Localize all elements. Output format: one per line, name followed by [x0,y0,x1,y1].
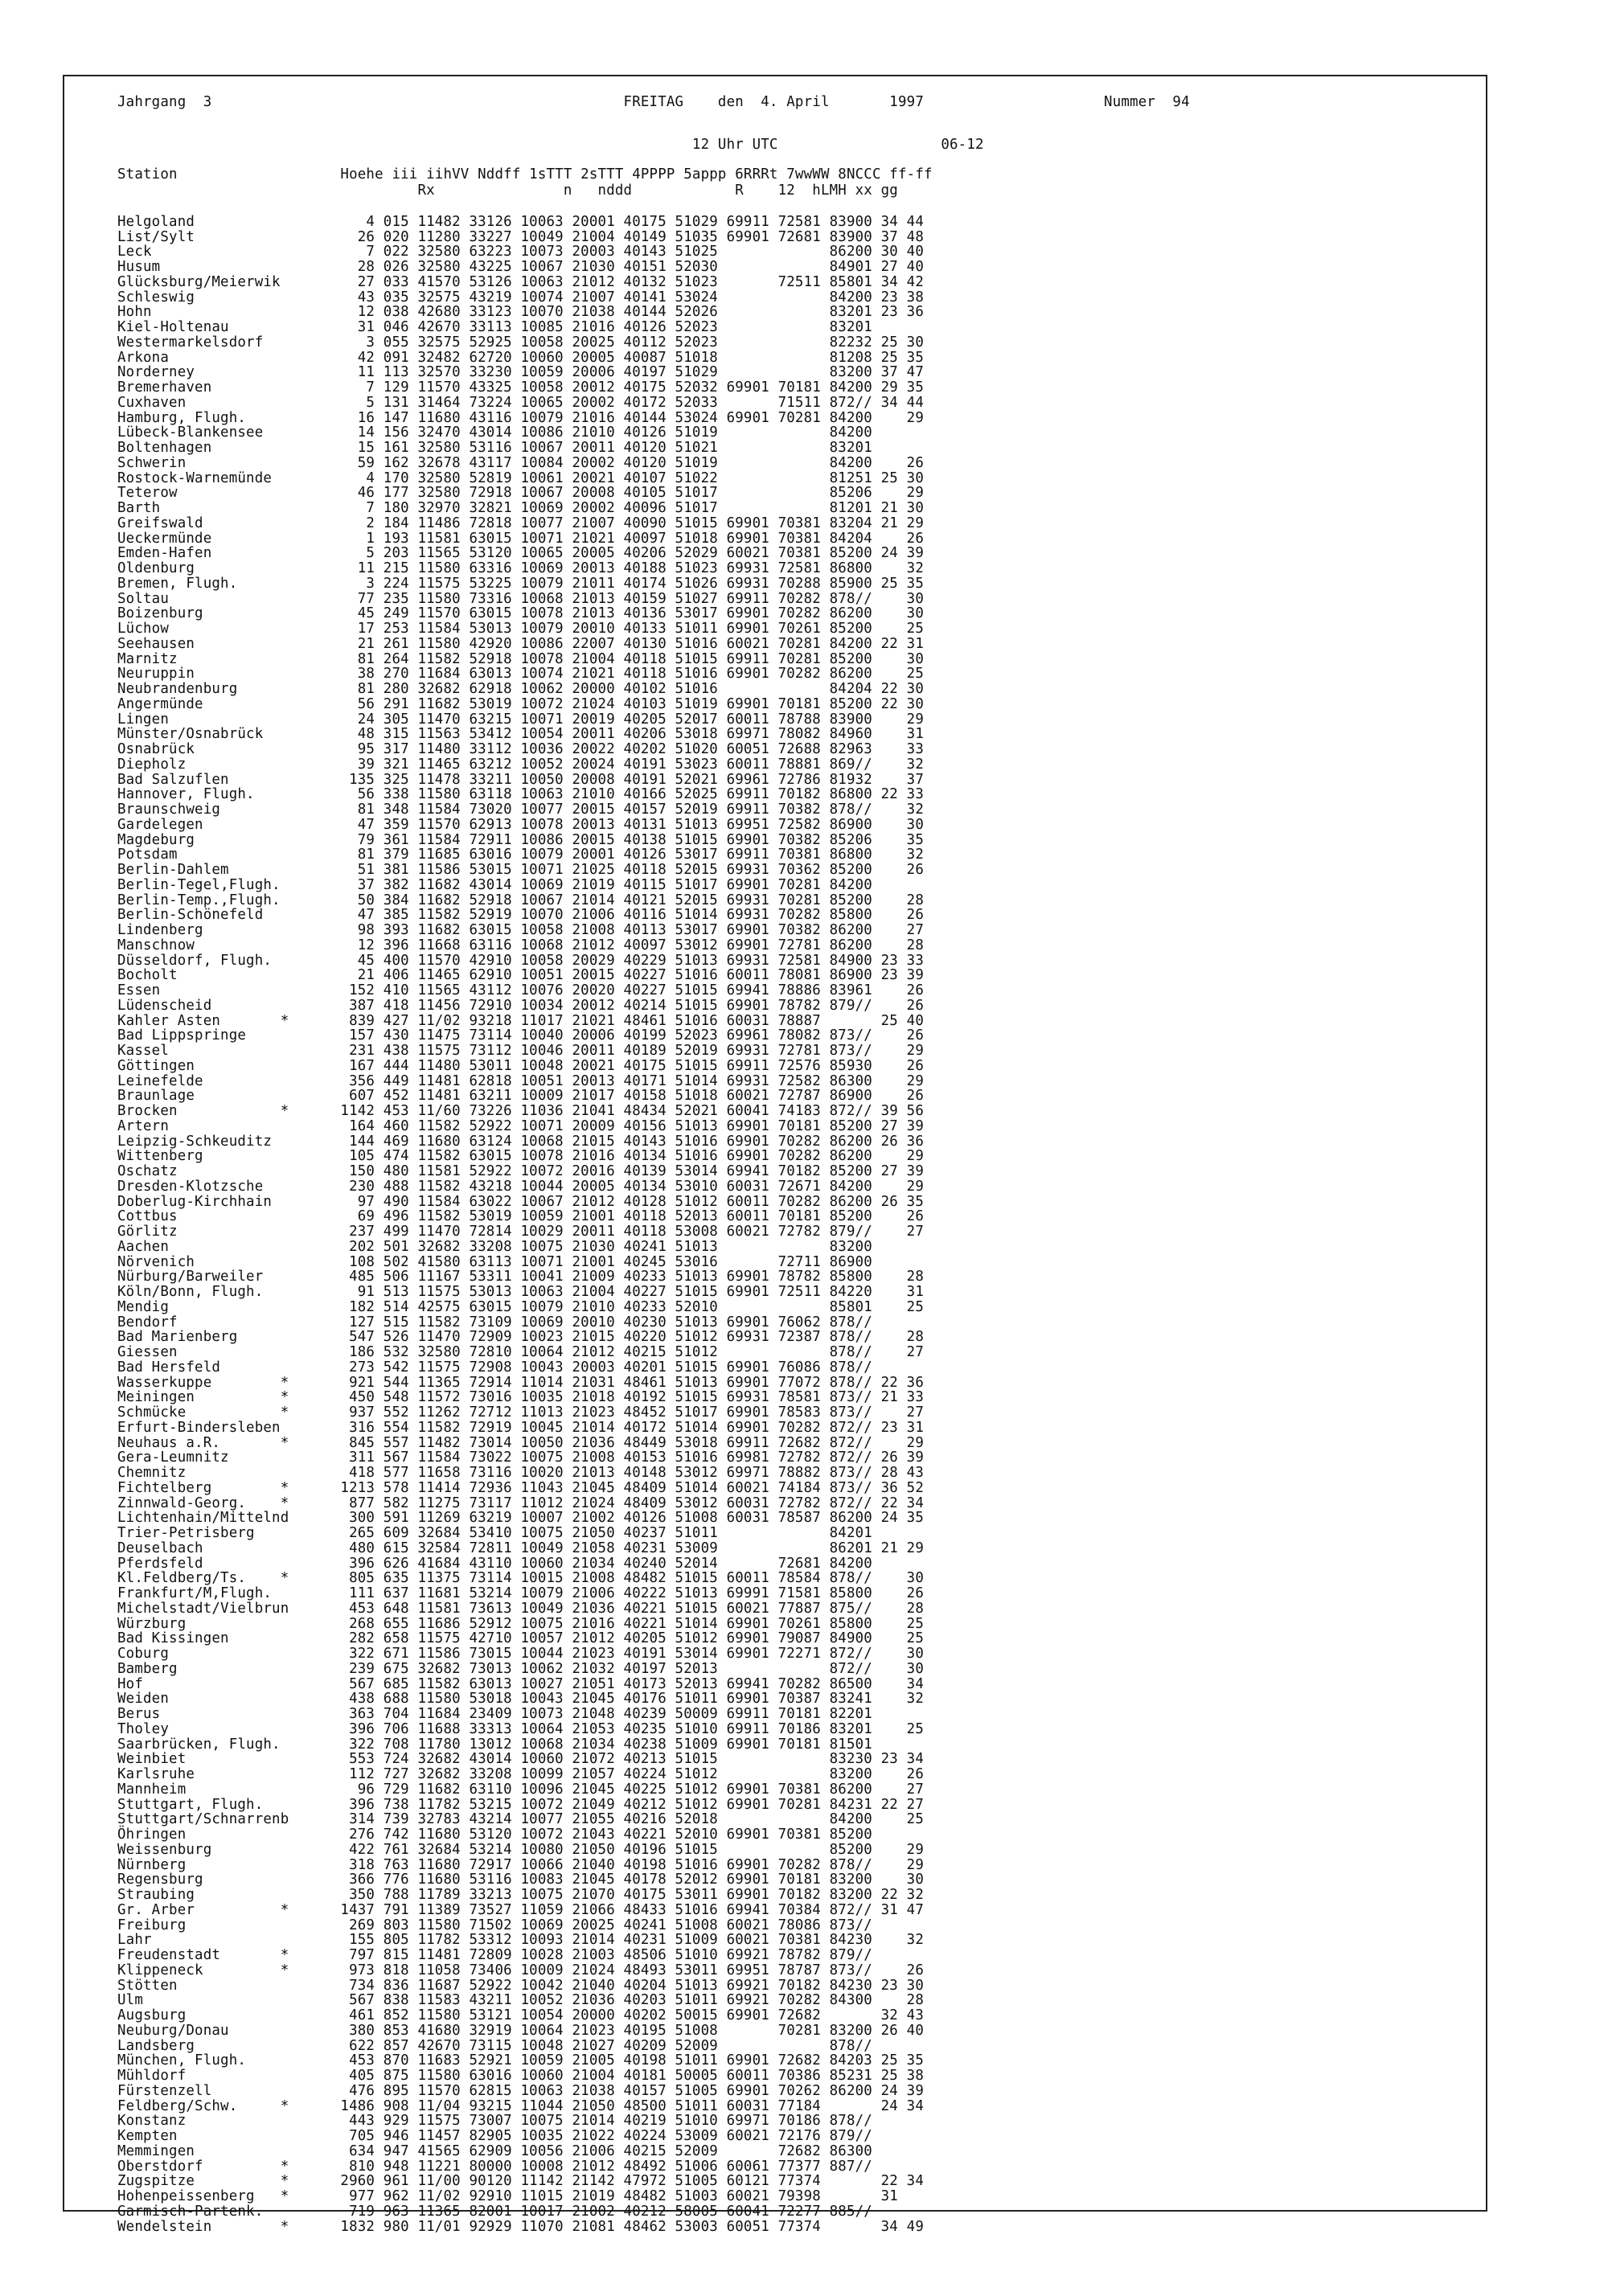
station-row: Oldenburg 11 215 11580 63316 10069 20013 40188 51023 69931 72581 86800 32 [117,560,924,577]
station-row: Wittenberg 105 474 11582 63015 10078 21016 40134 51016 69901 70282 86200 29 [117,1148,924,1165]
station-row: Greifswald 2 184 11486 72818 10077 21007 40090 51015 69901 70381 83204 21 29 [117,515,924,531]
station-row: Neuruppin 38 270 11684 63013 10074 21021 40118 51016 69901 70282 86200 25 [117,666,924,683]
station-row: Frankfurt/M,Flugh. 111 637 11681 53214 10079 21006 40222 51013 69991 71581 85800 26 [117,1585,924,1602]
station-row: Öhringen 276 742 11680 53120 10072 21043 40221 52010 69901 70381 85200 [117,1827,872,1843]
station-row: Chemnitz 418 577 11658 73116 10020 21013 40148 53012 69971 78882 873// 28 43 [117,1465,924,1482]
station-row: Lüchow 17 253 11584 53013 10079 20010 40133 51011 69901 70261 85200 25 [117,621,924,638]
station-row: Nürnberg 318 763 11680 72917 10066 21040 40198 51016 69901 70282 878// 29 [117,1856,924,1873]
station-row: Leinefelde 356 449 11481 62818 10051 20013 40171 51014 69931 72582 86300 29 [117,1072,924,1089]
station-row: Meiningen * 450 548 11572 73016 10035 21018 40192 51015 69931 78581 873// 21 33 [117,1389,924,1406]
station-row: Manschnow 12 396 11668 63116 10068 21012 40097 53012 69901 72781 86200 28 [117,937,924,953]
station-row: Bremen, Flugh. 3 224 11575 53225 10079 21011 40174 51026 69931 70288 85900 25 35 [117,575,924,592]
header-line: 12 Uhr UTC 06-12 [117,137,984,153]
station-row: Kiel-Holtenau 31 046 42670 33113 10085 21016 40126 52023 83201 [117,319,872,336]
station-row: Essen 152 410 11565 43112 10076 20020 40227 51015 69941 78886 83961 26 [117,982,924,999]
station-row: Zugspitze * 2960 961 11/00 90120 11142 21142 47972 51005 60121 77374 22 34 [117,2173,924,2190]
station-row: Angermünde 56 291 11682 53019 10072 21024 40103 51019 69901 70181 85200 22 30 [117,695,924,712]
station-row: Stuttgart, Flugh. 396 738 11782 53215 10072 21049 40212 51012 69901 70281 84231 22 27 [117,1796,924,1813]
station-row: Bocholt 21 406 11465 62910 10051 20015 40227 51016 60011 78081 86900 23 39 [117,967,924,984]
station-row: Freiburg 269 803 11580 71502 10069 20025 40241 51008 60021 78086 873// [117,1917,872,1933]
station-row: Doberlug-Kirchhain 97 490 11584 63022 10067 21012 40128 51012 60011 70282 86200 26 35 [117,1193,924,1210]
station-row: Lüdenscheid 387 418 11456 72910 10034 20012 40214 51015 69901 78782 879// 26 [117,997,924,1014]
station-row: Ueckermünde 1 193 11581 63015 10071 21021 40097 51018 69901 70381 84204 26 [117,530,924,547]
station-row: Hohenpeissenberg * 977 962 11/02 92910 11015 21019 48482 51003 60021 79398 31 [117,2188,898,2205]
station-row: Boizenburg 45 249 11570 63015 10078 21013 40136 53017 69901 70282 86200 30 [117,605,924,622]
header-line: Rx n nddd R 12 hLMH xx gg [117,182,898,199]
station-row: Fürstenzell 476 895 11570 62815 10063 21038 40157 51005 69901 70262 86200 24 39 [117,2082,924,2099]
station-row: Gr. Arber * 1437 791 11389 73527 11059 21066 48433 51016 69941 70384 872// 31 47 [117,1901,924,1918]
station-row: Kempten 705 946 11457 82905 10035 21022 40224 53009 60021 72176 879// [117,2128,872,2145]
station-row: Tholey 396 706 11688 33313 10064 21053 40235 51010 69911 70186 83201 25 [117,1720,924,1737]
station-row: Görlitz 237 499 11470 72814 10029 20011 40118 53008 60021 72782 879// 27 [117,1224,924,1240]
station-row: München, Flugh. 453 870 11683 52921 10059 21005 40198 51011 69901 72682 84203 25 35 [117,2052,924,2069]
station-row: Neuhaus a.R. * 845 557 11482 73014 10050 21036 48449 53018 69911 72682 872// 29 [117,1434,924,1451]
station-row: Ulm 567 838 11583 43211 10052 21036 40203 51011 69921 70282 84300 28 [117,1992,924,2009]
station-row: Husum 28 026 32580 43225 10067 21030 40151 52030 84901 27 40 [117,259,924,276]
station-row: Gardelegen 47 359 11570 62913 10078 20013 40131 51013 69951 72582 86900 30 [117,816,924,833]
station-row: Cottbus 69 496 11582 53019 10059 21001 40118 52013 60011 70181 85200 26 [117,1208,924,1225]
station-row: Düsseldorf, Flugh. 45 400 11570 42910 10058 20029 40229 51013 69931 72581 84900 23 33 [117,952,924,969]
station-row: Glücksburg/Meierwik 27 033 41570 53126 10063 21012 40132 51023 72511 85801 34 42 [117,273,924,290]
station-row: Soltau 77 235 11580 73316 10068 21013 40159 51027 69911 70282 878// 30 [117,590,924,607]
station-row: Kahler Asten * 839 427 11/02 93218 11017 21021 48461 51016 60031 78887 25 40 [117,1012,924,1029]
station-row: Stötten 734 836 11687 52922 10042 21040 40204 51013 69921 70182 84230 23 30 [117,1977,924,1994]
station-row: Rostock-Warnemünde 4 170 32580 52819 10061 20021 40107 51022 81251 25 30 [117,469,924,486]
station-row: Barth 7 180 32970 32821 10069 20002 40096 51017 81201 21 30 [117,500,924,517]
station-row: Neuburg/Donau 380 853 41680 32919 10064 21023 40195 51008 70281 83200 26 40 [117,2022,924,2039]
station-row: Lingen 24 305 11470 63215 10071 20019 40205 52017 60011 78788 83900 29 [117,711,924,728]
station-row: Konstanz 443 929 11575 73007 10075 21014 40219 51010 69971 70186 878// [117,2113,872,2130]
station-row: Hannover, Flugh. 56 338 11580 63118 10063 21010 40166 52025 69911 70182 86800 22 33 [117,786,924,803]
station-row: Bad Salzuflen 135 325 11478 33211 10050 20008 40191 52021 69961 72786 81932 37 [117,771,924,788]
station-row: Bad Hersfeld 273 542 11575 72908 10043 20003 40201 51015 69901 76086 878// [117,1359,872,1376]
station-row: Schleswig 43 035 32575 43219 10074 21007 40141 53024 84200 23 38 [117,289,924,305]
station-row: Cuxhaven 5 131 31464 73224 10065 20002 40172 52033 71511 872// 34 44 [117,394,924,411]
station-row: Garmisch-Partenk. 719 963 11365 82001 10017 21002 40212 58005 60041 72277 885// [117,2203,872,2220]
station-row: Bad Kissingen 282 658 11575 42710 10057 21012 40205 51012 69901 79087 84900 25 [117,1630,924,1647]
station-row: Lahr 155 805 11782 53312 10093 21014 40231 51009 60021 70381 84230 32 [117,1932,924,1949]
station-row: Giessen 186 532 32580 72810 10064 21012 40215 51012 878// 27 [117,1344,924,1361]
station-row: Hamburg, Flugh. 16 147 11680 43116 10079 21016 40144 53024 69901 70281 84200 29 [117,409,924,426]
station-row: Michelstadt/Vielbrun 453 648 11581 73613 10049 21036 40221 51015 60021 77887 875// 28 [117,1600,924,1617]
station-row: Fichtelberg * 1213 578 11414 72936 11043 21045 48409 51014 60021 74184 873// 36 52 [117,1479,924,1496]
station-row: Emden-Hafen 5 203 11565 53120 10065 20005 40206 52029 60021 70381 85200 24 39 [117,545,924,562]
station-row: Berus 363 704 11684 23409 10073 21048 40239 50009 69911 70181 82201 [117,1706,872,1723]
station-row: Mannheim 96 729 11682 63110 10096 21045 40225 51012 69901 70381 86200 27 [117,1781,924,1798]
station-row: Oschatz 150 480 11581 52922 10072 20016 40139 53014 69941 70182 85200 27 39 [117,1163,924,1180]
station-row: Schmücke * 937 552 11262 72712 11013 21023 48452 51017 69901 78583 873// 27 [117,1404,924,1421]
station-row: Kl.Feldberg/Ts. * 805 635 11375 73114 10015 21008 48482 51015 60011 78584 878// 30 [117,1570,924,1587]
station-row: Dresden-Klotzsche 230 488 11582 43218 10044 20005 40134 53010 60031 72671 84200 29 [117,1178,924,1195]
station-row: Hohn 12 038 42680 33123 10070 21038 40144 52026 83201 23 36 [117,304,924,321]
station-row: Osnabrück 95 317 11480 33112 10036 20022 40202 51020 60051 72688 82963 33 [117,741,924,758]
station-row: Berlin-Tegel,Flugh. 37 382 11682 43014 10069 21019 40115 51017 69901 70281 84200 [117,876,872,893]
header-line: Station Hoehe iii iihVV Nddff 1sTTT 2sTTT 4PPPP 5appp 6RRRt 7wwWW 8NCCC ff-ff [117,166,933,182]
station-row: Boltenhagen 15 161 32580 53116 10067 20011 40120 51021 83201 [117,440,872,457]
station-row: Landsberg 622 857 42670 73115 10048 21027 40209 52009 878// [117,2037,872,2054]
station-row: Bad Marienberg 547 526 11470 72909 10023 21015 40220 51012 69931 72387 878// 28 [117,1329,924,1346]
station-row: Zinnwald-Georg. * 877 582 11275 73117 11012 21024 48409 53012 60031 72782 872// 22 34 [117,1494,924,1511]
station-row: Mühldorf 405 875 11580 63016 10060 21004 40181 50005 60011 70386 85231 25 38 [117,2068,924,2085]
station-row: Potsdam 81 379 11685 63016 10079 20001 40126 53017 69911 70381 86800 32 [117,847,924,863]
station-row: Braunlage 607 452 11481 63211 10009 21017 40158 51018 60021 72787 86900 26 [117,1088,924,1105]
station-row: Kassel 231 438 11575 73112 10046 20011 40189 52019 69931 72781 873// 29 [117,1043,924,1060]
station-row: Lindenberg 98 393 11682 63015 10058 21008 40113 53017 69901 70382 86200 27 [117,922,924,939]
station-row: Hof 567 685 11582 63013 10027 21051 40173 52013 69941 70282 86500 34 [117,1675,924,1692]
station-row: Marnitz 81 264 11582 52918 10078 21004 40118 51015 69911 70281 85200 30 [117,650,924,667]
station-row: Braunschweig 81 348 11584 73020 10077 20015 40157 52019 69911 70382 878// 32 [117,802,924,818]
station-row: Artern 164 460 11582 52922 10071 20009 40156 51013 69901 70181 85200 27 39 [117,1117,924,1134]
station-row: Helgoland 4 015 11482 33126 10063 20001 40175 51029 69911 72581 83900 34 44 [117,214,924,230]
station-row: Gera-Leumnitz 311 567 11584 73022 10075 21008 40153 51016 69981 72782 872// 26 39 [117,1449,924,1466]
station-row: Leck 7 022 32580 63223 10073 20003 40143 51025 86200 30 40 [117,244,924,260]
station-row: Trier-Petrisberg 265 609 32684 53410 10075 21050 40237 51011 84201 [117,1525,872,1542]
station-row: Weissenburg 422 761 32684 53214 10080 21050 40196 51015 85200 29 [117,1841,924,1858]
station-row: Schwerin 59 162 32678 43117 10084 20002 40120 51019 84200 26 [117,454,924,471]
station-row: Coburg 322 671 11586 73015 10044 21023 40191 53014 69901 72271 872// 30 [117,1646,924,1663]
station-row: Norderney 11 113 32570 33230 10059 20006 40197 51029 83200 37 47 [117,364,924,381]
station-row: Wendelstein * 1832 980 11/01 92929 11070 21081 48462 53003 60051 77374 34 49 [117,2218,924,2235]
station-row: Aachen 202 501 32682 33208 10075 21030 40241 51013 83200 [117,1238,872,1255]
station-row: Augsburg 461 852 11580 53121 10054 20000 40202 50015 69901 72682 32 43 [117,2007,924,2024]
station-row: Freudenstadt * 797 815 11481 72809 10028 21003 48506 51010 69921 78782 879// [117,1947,872,1964]
station-row: Erfurt-Bindersleben 316 554 11582 72919 10045 21014 40172 51014 69901 70282 872// 23 31 [117,1419,924,1436]
station-row: Feldberg/Schw. * 1486 908 11/04 93215 11044 21050 48500 51011 60031 77184 24 34 [117,2097,924,2114]
station-row: Berlin-Temp.,Flugh. 50 384 11682 52918 10067 21014 40121 52015 69931 70281 85200 28 [117,892,924,908]
station-row: Saarbrücken, Flugh. 322 708 11780 13012 10068 21034 40238 51009 69901 70181 81501 [117,1736,872,1753]
station-row: Weiden 438 688 11580 53018 10043 21045 40176 51011 69901 70387 83241 32 [117,1691,924,1708]
station-row: Weinbiet 553 724 32682 43014 10060 21072 40213 51015 83230 23 34 [117,1751,924,1768]
station-row: Wasserkuppe * 921 544 11365 72914 11014 21031 48461 51013 69901 77072 878// 22 36 [117,1374,924,1391]
station-row: Brocken * 1142 453 11/60 73226 11036 21041 48434 52021 60041 74183 872// 39 56 [117,1103,924,1120]
station-row: Bad Lippspringe 157 430 11475 73114 10040 20006 40199 52023 69961 78082 873// 26 [117,1027,924,1044]
station-row: Seehausen 21 261 11580 42920 10086 22007 40130 51016 60021 70281 84200 22 31 [117,635,924,652]
station-row: Bremerhaven 7 129 11570 43325 10058 20012 40175 52032 69901 70181 84200 29 35 [117,379,924,396]
station-row: Lichtenhain/Mittelnd 300 591 11269 63219 10007 21002 40126 51008 60031 78587 86200 24 35 [117,1510,924,1527]
station-row: Köln/Bonn, Flugh. 91 513 11575 53013 10063 21004 40227 51015 69901 72511 84220 31 [117,1284,924,1301]
station-row: Nürburg/Barweiler 485 506 11167 53311 10041 21009 40233 51013 69901 78782 85800 28 [117,1269,924,1285]
station-row: Straubing 350 788 11789 33213 10075 21070 40175 53011 69901 70182 83200 22 32 [117,1887,924,1904]
station-row: Regensburg 366 776 11680 53116 10083 21045 40178 52012 69901 70181 83200 30 [117,1872,924,1888]
station-row: Neubrandenburg 81 280 32682 62918 10062 20000 40102 51016 84204 22 30 [117,681,924,698]
station-row: Teterow 46 177 32580 72918 10067 20008 40105 51017 85206 29 [117,485,924,502]
header-line: Jahrgang 3 FREITAG den 4. April 1997 Nummer 94 [117,94,1190,110]
station-row: Klippeneck * 973 818 11058 73406 10009 21024 48493 53011 69951 78787 873// 26 [117,1962,924,1978]
station-row: Berlin-Schönefeld 47 385 11582 52919 10070 21006 40116 51014 69931 70282 85800 26 [117,907,924,924]
station-row: Würzburg 268 655 11686 52912 10075 21016 40221 51014 69901 70261 85800 25 [117,1615,924,1632]
station-row: Münster/Osnabrück 48 315 11563 53412 10054 20011 40206 53018 69971 78082 84960 31 [117,726,924,743]
station-row: List/Sylt 26 020 11280 33227 10049 21004 40149 51035 69901 72681 83900 37 48 [117,228,924,245]
station-row: Göttingen 167 444 11480 53011 10048 20021 40175 51015 69911 72576 85930 26 [117,1057,924,1074]
station-row: Lübeck-Blankensee 14 156 32470 43014 10086 21010 40126 51019 84200 [117,424,872,441]
station-row: Leipzig-Schkeuditz 144 469 11680 63124 10068 21015 40143 51016 69901 70282 86200 26 36 [117,1133,924,1150]
station-row: Memmingen 634 947 41565 62909 10056 21006 40215 52009 72682 86300 [117,2142,872,2159]
station-row: Arkona 42 091 32482 62720 10060 20005 40087 51018 81208 25 35 [117,349,924,366]
station-row: Pferdsfeld 396 626 41684 43110 10060 21034 40240 52014 72681 84200 [117,1555,872,1572]
station-row: Bendorf 127 515 11582 73109 10069 20010 40230 51013 69901 76062 878// [117,1314,872,1330]
station-row: Magdeburg 79 361 11584 72911 10086 20015 40138 51015 69901 70382 85206 35 [117,831,924,848]
station-row: Diepholz 39 321 11465 63212 10052 20024 40191 53023 60011 78881 869// 32 [117,756,924,773]
station-row: Bamberg 239 675 32682 73013 10062 21032 40197 52013 872// 30 [117,1660,924,1677]
station-row: Stuttgart/Schnarrenb 314 739 32783 43214 10077 21055 40216 52018 84200 25 [117,1811,924,1828]
station-row: Mendig 182 514 42575 63015 10079 21010 40233 52010 85801 25 [117,1298,924,1315]
station-row: Deuselbach 480 615 32584 72811 10049 21058 40231 53009 86201 21 29 [117,1540,924,1556]
station-row: Karlsruhe 112 727 32682 33208 10099 21057 40224 51012 83200 26 [117,1766,924,1783]
station-row: Berlin-Dahlem 51 381 11586 53015 10071 21025 40118 52015 69931 70362 85200 26 [117,862,924,879]
station-row: Nörvenich 108 502 41580 63113 10071 21001 40245 53016 72711 86900 [117,1253,872,1270]
station-row: Oberstdorf * 810 948 11221 80000 10008 21012 48492 51006 60061 77377 887// [117,2158,872,2175]
station-row: Westermarkelsdorf 3 055 32575 52925 10058 20025 40112 52023 82232 25 30 [117,334,924,351]
